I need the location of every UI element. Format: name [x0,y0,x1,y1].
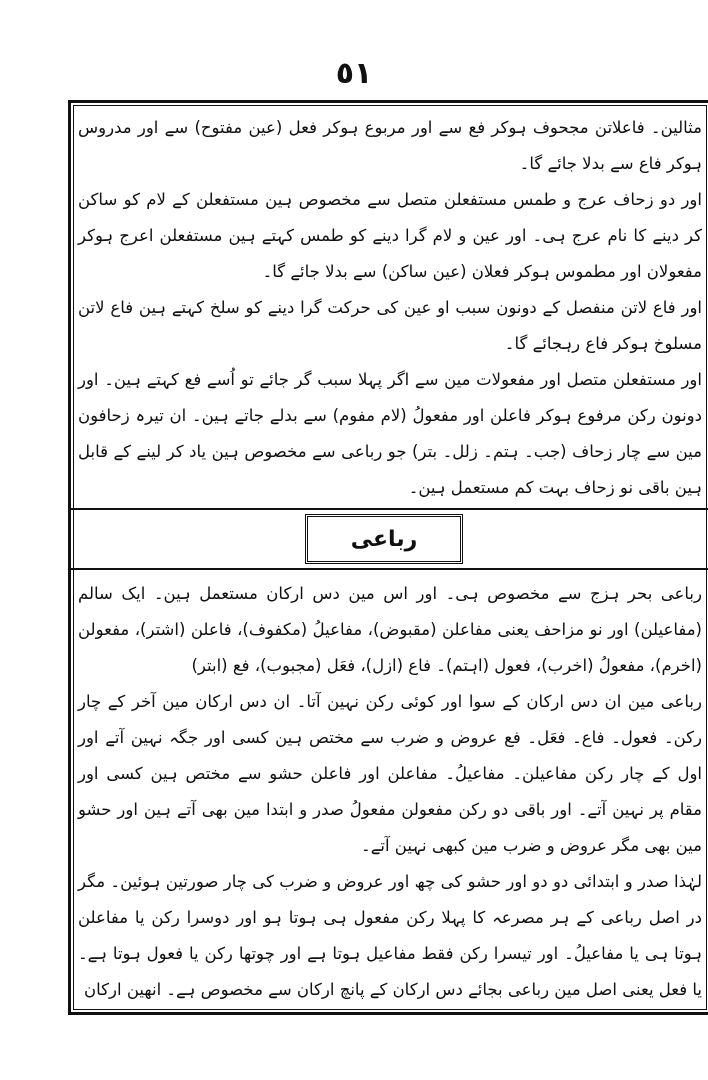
paragraph: مثالین۔ فاعلاتن مجحوف ہوکر فع سے اور مربوع ہوکر فعل (عین مفتوح) سے اور مدروس ہوکر فاع سے بدلا جائے گا۔ [78,118,702,173]
body-text-lower [78,576,702,1008]
paragraph: اور فاع لاتن منفصل کے دونون سبب او عین کی حرکت گرا دینے کو سلخ کہتے ہین فاع لاتن مسلوخ ہوکر فاع رہجائے گا۔ [78,298,702,353]
body-text-upper [78,110,702,506]
paragraph: اور دو زحاف عرج و طمس مستفعلن متصل سے مخصوص ہین مستفعلن کے لام کو ساکن کر دینے کا نام عرج ہی۔ اور عین و لام گرا دینے کو طمس کہتے ہین مستفعلن اعرج ہوکر مفعولان اور مطموس ہوکر فعلان (عین ساکن) سے بدلا جائے گا۔ [78,190,702,281]
paragraph: اور مستفعلن متصل اور مفعولات مین سے اگر پہلا سبب گر جائے تو اُسے فع کہتے ہین۔ اور دونون رکن مرفوع ہوکر فاعلن اور مفعولُ (لام مفوم) سے بدلے جاتے ہین۔ ان تیرہ زحافون مین سے چار زحاف (جب۔ ہتم۔ زلل۔ بتر) جو رباعی سے مخصوص ہین یاد کر لینے کے قابل ہین باقی نو زحاف بہت کم مستعمل ہین۔ [78,370,702,497]
paragraph: لہٰذا صدر و ابتدائی دو دو اور حشو کی چھ اور عروض و ضرب کی چار صورتین ہوئین۔ مگر در اصل رباعی کے ہر مصرعہ کا پہلا رکن مفعول ہی ہوتا ہو اور دوسرا رکن یا مفاعلن ہوتا ہی یا مفاعیلُ۔ اور تیسرا رکن فقط مفاعیل ہوتا ہے اور چوتھا رکن یا فعول ہوتا ہے۔ یا فعل یعنی اصل مین رباعی بجائے دس ارکان کے پانچ ارکان سے مخصوص ہے۔ انھین ارکان [78,872,702,999]
section-heading: رباعی [305,514,463,564]
page-number: ٥١ [335,56,373,91]
paragraph: رباعی بحر ہزج سے مخصوص ہی۔ اور اس مین دس ارکان مستعمل ہین۔ ایک سالم (مفاعیلن) اور نو مزاحف یعنی مفاعلن (مقبوض)، مفاعیلُ (مکفوف)، فاعلن (اشتر)، مفعولن (اخرم)، مفعولُ (اخرب)، فعول (اہتم)۔ فاع (ازل)، فعَل (مجبوب)، فع (ابتر) [78,584,702,675]
section-heading-band [71,508,708,570]
paragraph: رباعی مین ان دس ارکان کے سوا اور کوئی رکن نہین آتا۔ ان دس ارکان مین آخر کے چار رکن۔ فعول۔ فاع۔ فعَل۔ فع عروض و ضرب سے مختص ہین کسی اور جگہ نہین آتے اور اول کے چار رکن مفاعیلن۔ مفاعیلُ۔ مفاعلن اور فاعلن حشو سے مختص ہین کسی اور مقام پر نہین آتے۔ اور باقی دو رکن مفعولن مفعولُ صدر و ابتدا مین بھی آتے ہین اور حشو مین بھی مگر عروض و ضرب مین کبھی نہین آتے۔ [78,692,702,855]
